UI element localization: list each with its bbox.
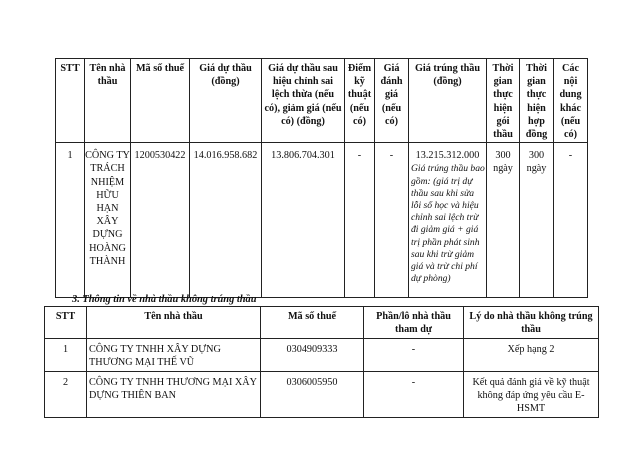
cell-stt: 2: [45, 372, 87, 418]
header-tax-code: Mã số thuế: [261, 307, 364, 339]
winning-contractor-table: [55, 58, 588, 298]
header-other-content: Các nội dung khác (nếu có): [554, 59, 588, 143]
header-lot: Phần/lô nhà thầu tham dự: [364, 307, 464, 339]
cell-winning-price: [409, 143, 487, 298]
header-contractor-name: Tên nhà thầu: [87, 307, 261, 339]
table-row: [45, 372, 599, 418]
header-contractor-name: Tên nhà thầu: [85, 59, 131, 143]
cell-contractor-name: CÔNG TY TRÁCH NHIỆM HỮU HẠN XÂY DỰNG HOÀNG THÀNH: [85, 143, 131, 298]
header-tax-code: Mã số thuế: [131, 59, 190, 143]
header-reason: Lý do nhà thầu không trúng thầu: [464, 307, 599, 339]
cell-lot: -: [364, 372, 464, 418]
non-winning-contractor-table: [44, 306, 599, 418]
header-tech-score: Điểm kỹ thuật (nếu có): [345, 59, 375, 143]
cell-tax-code: 1200530422: [131, 143, 190, 298]
cell-reason: Kết quả đánh giá về kỹ thuật không đáp ứng yêu cầu E-HSMT: [464, 372, 599, 418]
table-row: [45, 339, 599, 372]
cell-stt: 1: [45, 339, 87, 372]
cell-package-duration: 300 ngày: [487, 143, 520, 298]
header-bid-price: Giá dự thầu (đồng): [190, 59, 262, 143]
winning-price-value: 13.215.312.000: [415, 150, 480, 162]
table-row: [56, 143, 588, 298]
header-package-duration: Thời gian thực hiện gói thầu: [487, 59, 520, 143]
cell-contractor-name: CÔNG TY TNHH THƯƠNG MẠI XÂY DỰNG THIÊN BAN: [87, 372, 261, 418]
header-eval-price: Giá đánh giá (nếu có): [375, 59, 409, 143]
header-stt: STT: [56, 59, 85, 143]
cell-eval-price: -: [375, 143, 409, 298]
header-stt: STT: [45, 307, 87, 339]
cell-tech-score: -: [345, 143, 375, 298]
table-header-row: [45, 307, 599, 339]
cell-bid-price: 14.016.958.682: [190, 143, 262, 298]
winning-price-note: Giá trúng thầu bao gồm: (giá trị dự thầu sau khi sửa lỗi số học và hiệu chỉnh sai lệch trừ đi giảm giá + giá trị phần phát sinh sau khi trừ giảm giá và trừ chi phí dự phòng): [411, 163, 485, 285]
cell-contractor-name: CÔNG TY TNHH XÂY DỰNG THƯƠNG MẠI THẾ VŨ: [87, 339, 261, 372]
table-header-row: [56, 59, 588, 143]
cell-reason: Xếp hạng 2: [464, 339, 599, 372]
cell-tax-code: 0306005950: [261, 372, 364, 418]
cell-other-content: -: [554, 143, 588, 298]
section-3-heading: 3. Thông tin về nhà thầu không trúng thầu: [72, 294, 257, 305]
header-winning-price: Giá trúng thầu (đồng): [409, 59, 487, 143]
cell-lot: -: [364, 339, 464, 372]
cell-bid-price-corrected: 13.806.704.301: [262, 143, 345, 298]
header-bid-price-corrected: Giá dự thầu sau hiệu chỉnh sai lệch thừa (nếu có), giảm giá (nếu có) (đồng): [262, 59, 345, 143]
header-contract-duration: Thời gian thực hiện hợp đồng: [520, 59, 554, 143]
cell-contract-duration: 300 ngày: [520, 143, 554, 298]
cell-tax-code: 0304909333: [261, 339, 364, 372]
cell-stt: 1: [56, 143, 85, 298]
